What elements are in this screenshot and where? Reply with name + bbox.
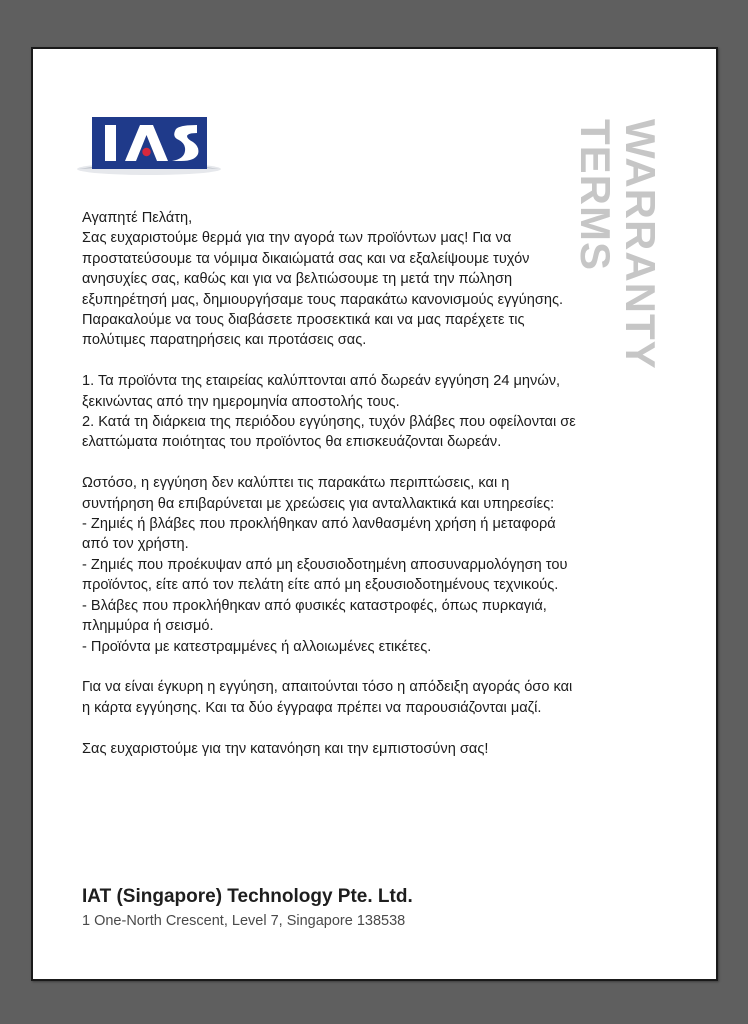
spacer <box>82 453 582 473</box>
intro-paragraph: Σας ευχαριστούμε θερμά για την αγορά των προϊόντων μας! Για να προστατεύσουμε τα νόμιμα δικαιώματά σας και να εξαλείψουμε τυχόν ανησυχίες σας, καθώς και για να βελτιώσουμε τη μετά την πώληση εξυπηρέτησή μας, δημιουργήσαμε τους παρακάτω κανονισμούς εγγύησης. Παρακαλούμε να τους διαβάσετε προσεκτικά και να μας παρέχετε τις πολύτιμες παρατηρήσεις και προτάσεις σας. <box>82 230 564 349</box>
spacer <box>82 657 582 677</box>
exclusions-intro: Ωστόσο, η εγγύηση δεν καλύπτει τις παρακάτω περιπτώσεις, και η συντήρηση θα επιβαρύνεται με χρεώσεις για ανταλλακτικά και υπηρεσίες: <box>82 475 555 512</box>
ias-logo-icon <box>77 109 222 179</box>
closing-line: Σας ευχαριστούμε για την κατανόηση και την εμπιστοσύνη σας! <box>82 740 489 757</box>
side-title-terms: TERMS <box>572 119 619 271</box>
warranty-document-page <box>31 47 718 981</box>
company-name: IAT (Singapore) Technology Pte. Ltd. <box>82 886 413 907</box>
exclusion-item: - Ζημιές ή βλάβες που προκλήθηκαν από λανθασμένη χρήση ή μεταφορά από τον χρήστη. <box>82 516 556 553</box>
exclusion-item: - Βλάβες που προκλήθηκαν από φυσικές καταστροφές, όπως πυρκαγιά, πλημμύρα ή σεισμό. <box>82 597 547 635</box>
spacer <box>82 718 582 738</box>
exclusion-item: - Προϊόντα με κατεστραμμένες ή αλλοιωμένες ετικέτες. <box>82 638 432 655</box>
company-logo <box>77 109 222 179</box>
term-item: 2. Κατά τη διάρκεια της περιόδου εγγύησης, τυχόν βλάβες που οφείλονται σε ελαττώματα ποιότητας του προϊόντος θα επισκευάζονται δωρεάν. <box>82 414 576 451</box>
validity-paragraph: Για να είναι έγκυρη η εγγύηση, απαιτούνται τόσο η απόδειξη αγοράς όσο και η κάρτα εγγύησης. Και τα δύο έγγραφα πρέπει να παρουσιάζονται μαζί. <box>82 679 573 716</box>
greeting: Αγαπητέ Πελάτη, <box>82 210 193 226</box>
spacer <box>82 351 582 371</box>
term-item: 1. Τα προϊόντα της εταιρείας καλύπτονται από δωρεάν εγγύηση 24 μηνών, ξεκινώντας από την ημερομηνία αποστολής τους. <box>82 373 561 410</box>
side-title-warranty: WARRANTY <box>617 119 664 370</box>
company-address: 1 One-North Crescent, Level 7, Singapore 138538 <box>82 913 406 929</box>
exclusion-item: - Ζημιές που προέκυψαν από μη εξουσιοδοτημένη αποσυναρμολόγηση του προϊόντος, είτε από τον πελάτη είτε από μη εξουσιοδοτημένους τεχνικούς. <box>82 556 568 594</box>
letter-body <box>82 208 582 759</box>
